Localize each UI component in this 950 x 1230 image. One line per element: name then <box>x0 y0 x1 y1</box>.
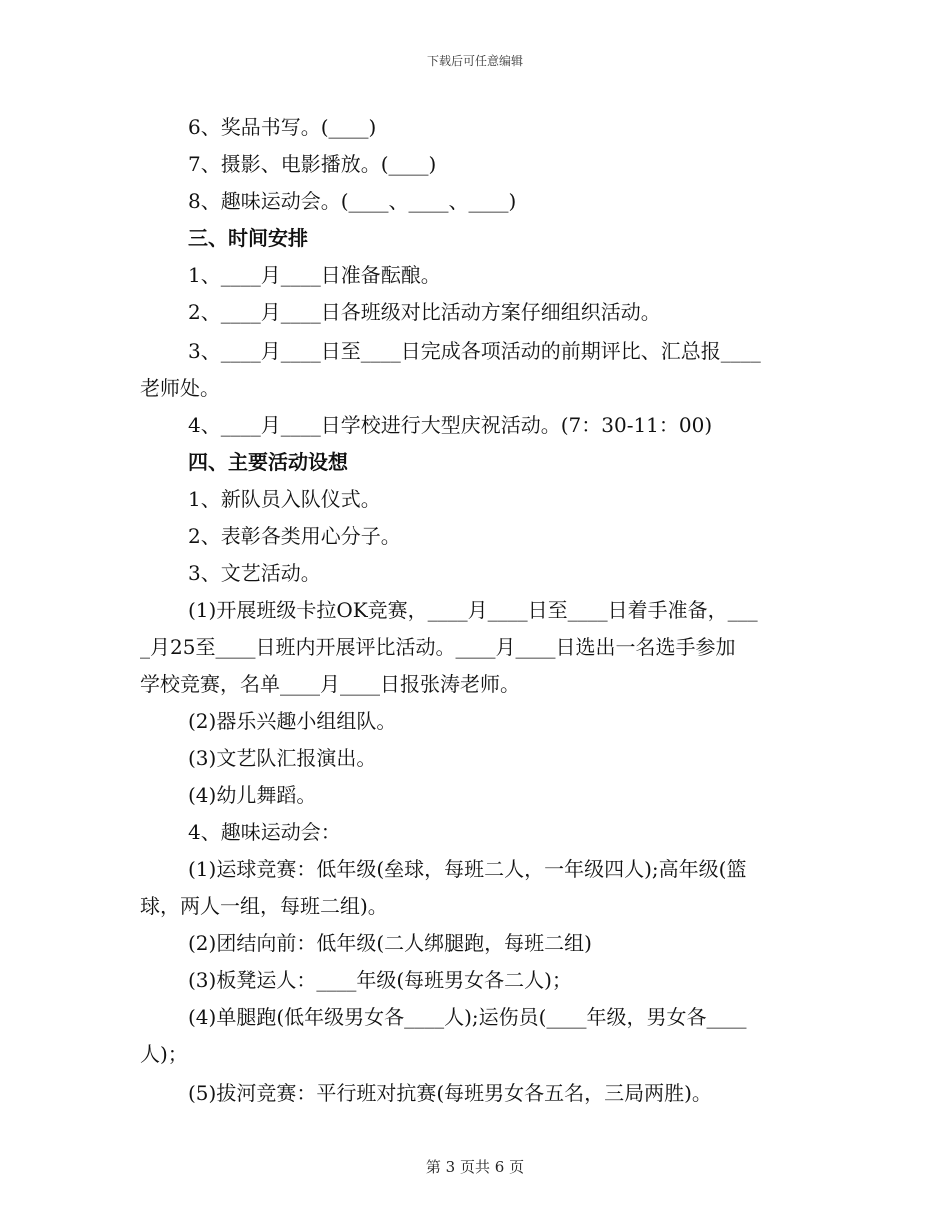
activity-item-2: 2、表彰各类用心分子。 <box>188 524 401 548</box>
arts-item-3: (3)文艺队汇报演出。 <box>188 746 377 770</box>
item-6-prize-writing: 6、奖品书写。(____) <box>188 115 377 139</box>
activity-item-3: 3、文艺活动。 <box>188 561 321 585</box>
karaoke-paragraph-line-1: (1)开展班级卡拉OK竞赛，____月____日至____日着手准备，___ <box>188 598 758 622</box>
schedule-item-2: 2、____月____日各班级对比活动方案仔细组织活动。 <box>188 300 661 324</box>
item-8-fun-sports: 8、趣味运动会。(____、____、____) <box>188 189 517 213</box>
sports-item-4-line-2: 人)； <box>140 1042 188 1066</box>
arts-item-4: (4)幼儿舞蹈。 <box>188 783 317 807</box>
sports-item-2: (2)团结向前：低年级(二人绑腿跑，每班二组) <box>188 931 592 955</box>
karaoke-paragraph-line-2: _月25至____日班内开展评比活动。____月____日选出一名选手参加 <box>140 635 736 659</box>
sports-item-1-line-1: (1)运球竞赛：低年级(垒球，每班二人，一年级四人);高年级(篮 <box>188 857 747 881</box>
arts-item-2: (2)器乐兴趣小组组队。 <box>188 709 397 733</box>
sports-item-5: (5)拔河竞赛：平行班对抗赛(每班男女各五名，三局两胜)。 <box>188 1081 712 1105</box>
item-7-photography-film: 7、摄影、电影播放。(____) <box>188 152 437 176</box>
page-footer: 第 3 页共 6 页 <box>425 1158 525 1176</box>
activity-item-4: 4、趣味运动会： <box>188 820 341 844</box>
sports-item-3: (3)板凳运人：____年级(每班男女各二人)； <box>188 968 572 992</box>
schedule-item-3-continued: 老师处。 <box>140 376 220 400</box>
sports-item-4-line-1: (4)单腿跑(低年级男女各____人);运伤员(____年级，男女各____ <box>188 1005 747 1029</box>
karaoke-paragraph-line-3: 学校竞赛，名单____月____日报张涛老师。 <box>140 672 520 696</box>
activity-item-1: 1、新队员入队仪式。 <box>188 487 381 511</box>
page-header: 下载后可任意编辑 <box>426 54 523 68</box>
sports-item-1-line-2: 球，两人一组，每班二组)。 <box>140 894 388 918</box>
schedule-item-1: 1、____月____日准备酝酿。 <box>188 263 441 287</box>
schedule-item-3: 3、____月____日至____日完成各项活动的前期评比、汇总报____ <box>188 339 761 363</box>
schedule-item-4: 4、____月____日学校进行大型庆祝活动。(7：30-11：00) <box>188 413 713 437</box>
section-heading-main-activities: 四、主要活动设想 <box>188 450 348 474</box>
section-heading-schedule: 三、时间安排 <box>188 226 308 250</box>
